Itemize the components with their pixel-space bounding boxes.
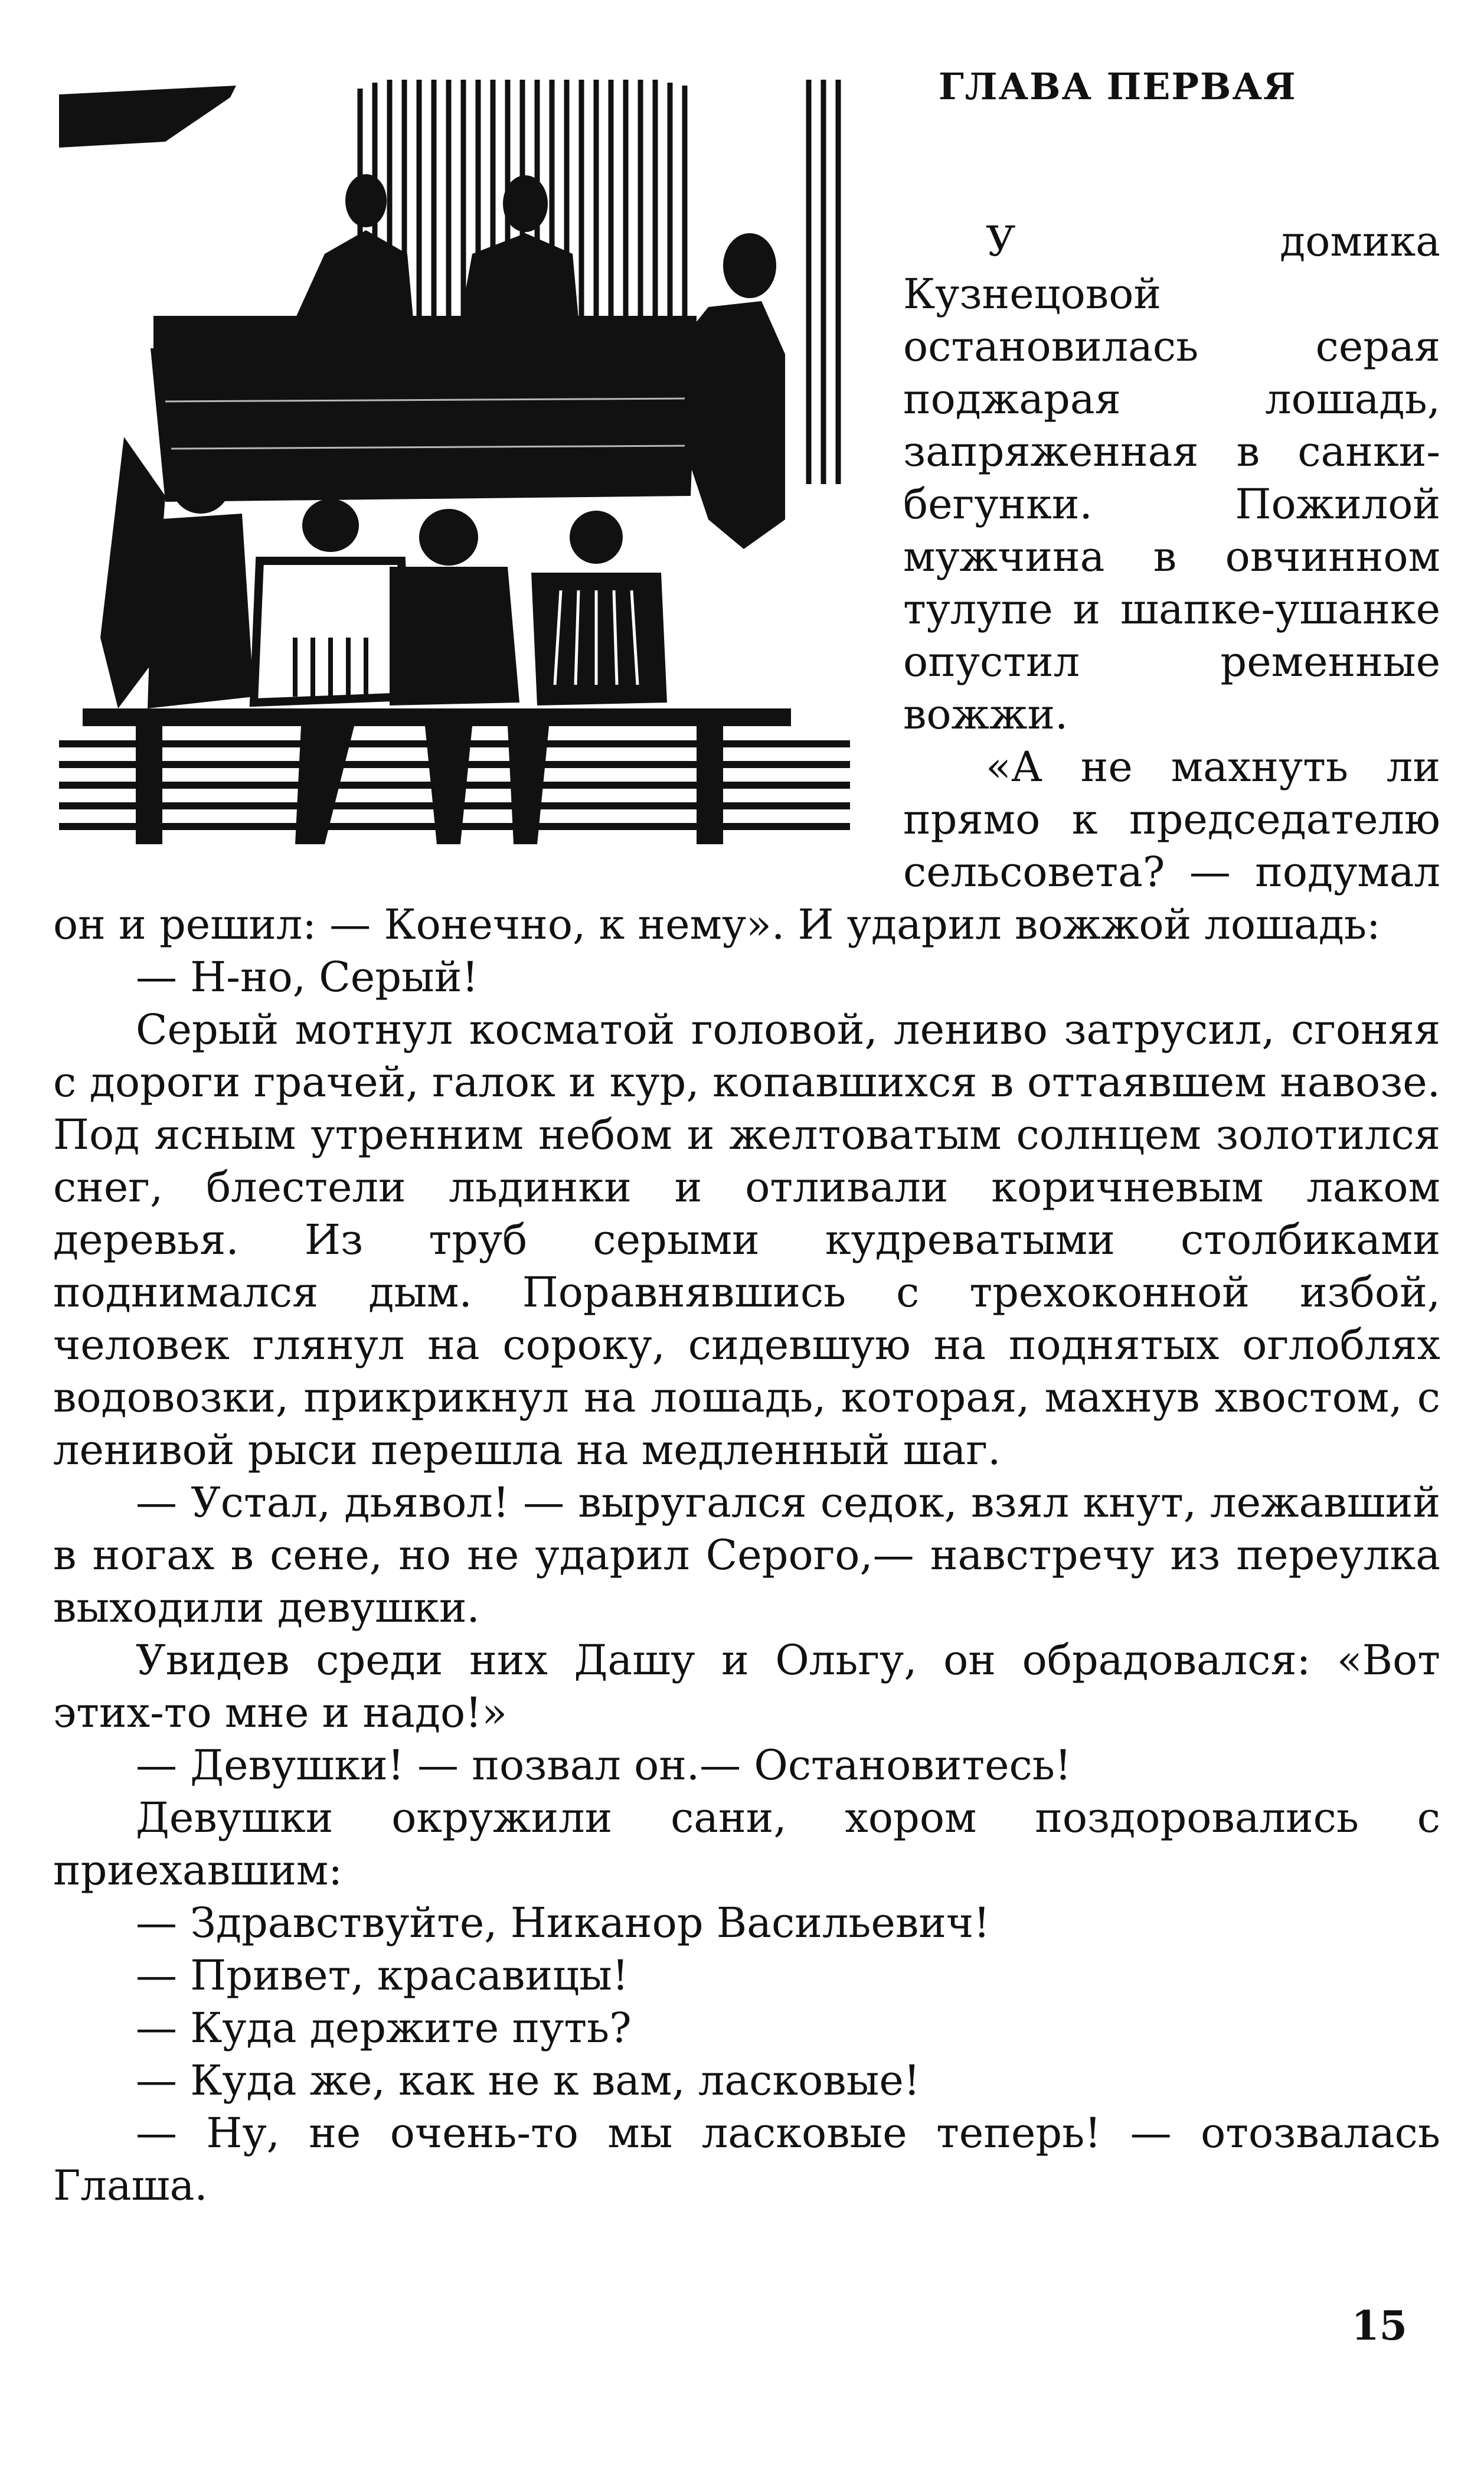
paragraph: У домика Кузнецовой остановилась серая поджарая лошадь, запряженная в санки-бегунки. Пожилой мужчина в овчинном тулупе и шапке-ушанке опустил ременные вожжи.: [903, 217, 1440, 739]
body-text: [53, 215, 1440, 2212]
paragraph: Серый мотнул косматой головой, лениво затрусил, сгоняя с дороги грачей, галок и кур, копавшихся в оттаявшем навозе. Под ясным утренним небом и желтоватым солнцем золотился снег, блестели льдинки и отливали коричневым лаком деревья. Из труб серыми кудреватыми столбиками поднимался дым. Поравнявшись с трехоконной избой, человек глянул на сороку, сидевшую на поднятых оглоблях водовозки, прикрикнул на лошадь, которая, махнув хвостом, с ленивой рыси перешла на медленный шаг.: [53, 1005, 1440, 1474]
paragraph: — Ну, не очень-то мы ласковые теперь! — отозвалась Глаша.: [53, 2109, 1440, 2210]
paragraph: — Девушки! — позвал он.— Остановитесь!: [136, 1741, 1071, 1789]
paragraph: «А не махнуть ли прямо к председателю сельсовета? — подумал он и решил: — Конечно, к нему». И ударил вожжой лошадь:: [53, 743, 1440, 949]
paragraph: — Здравствуйте, Никанор Васильевич!: [136, 1899, 991, 1947]
paragraph: — Н-но, Серый!: [136, 953, 479, 1001]
paragraph: — Куда же, как не к вам, ласковые!: [136, 2056, 920, 2105]
page-number: 15: [1351, 2302, 1407, 2350]
paragraph: — Привет, красавицы!: [136, 1951, 629, 2000]
paragraph: — Куда держите путь?: [136, 2004, 632, 2052]
paragraph: — Устал, дьявол! — выругался седок, взял кнут, лежавший в ногах в сене, но не ударил Серого,— навстречу из переулка выходили девушки.: [53, 1478, 1440, 1632]
illustration-spacer: [53, 215, 903, 859]
chapter-title: ГЛАВА ПЕРВАЯ: [939, 65, 1297, 108]
paragraph: Увидев среди них Дашу и Ольгу, он обрадовался: «Вот этих-то мне и надо!»: [53, 1636, 1440, 1737]
paragraph: Девушки окружили сани, хором поздоровались с приехавшим:: [53, 1794, 1440, 1894]
